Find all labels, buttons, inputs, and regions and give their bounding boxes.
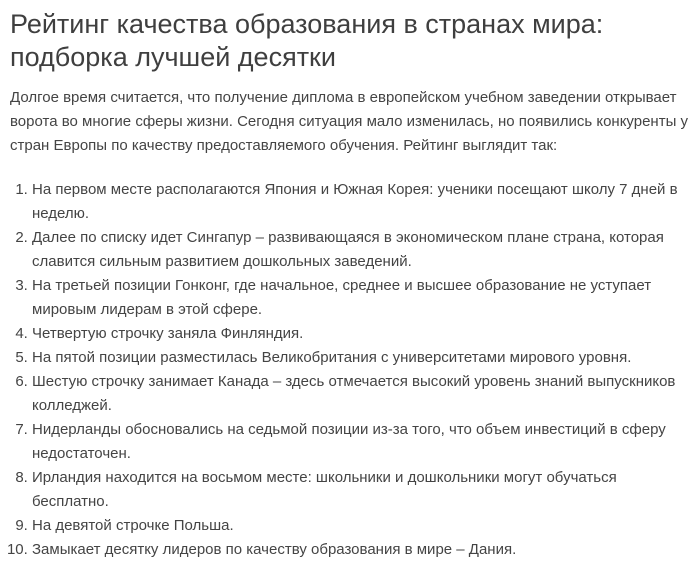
intro-paragraph: Долгое время считается, что получение диплома в европейском учебном заведении открывает ворота во многие сферы жизни. Сегодня ситуация мало изменилась, но появились конкуренты у стран Европы по качеству предоставляемого обучения. Рейтинг выглядит так:: [10, 89, 689, 154]
rating-item-7: 7. Нидерланды обосновались на седьмой позиции из-за того, что объем инвестиций в сферу недостаточен.: [32, 418, 690, 466]
rating-item-10: 10. Замыкает десятку лидеров по качеству образования в мире – Дания.: [32, 538, 690, 562]
rating-list: [10, 178, 690, 562]
rating-item-3: 3. На третьей позиции Гонконг, где начальное, среднее и высшее образование не уступает мировым лидерам в этой сфере.: [32, 274, 690, 322]
rating-item-8: 8. Ирландия находится на восьмом месте: школьники и дошкольники могут обучаться бесплатно.: [32, 466, 690, 514]
rating-item-2: 2. Далее по списку идет Сингапур – развивающаяся в экономическом плане страна, которая славится сильным развитием дошкольных заведений.: [32, 226, 690, 274]
rating-item-5: 5. На пятой позиции разместилась Великобритания с университетами мирового уровня.: [32, 346, 690, 370]
rating-item-1: 1. На первом месте располагаются Япония и Южная Корея: ученики посещают школу 7 дней в неделю.: [32, 178, 690, 226]
rating-item-9: 9. На девятой строчке Польша.: [32, 514, 690, 538]
rating-item-6: 6. Шестую строчку занимает Канада – здесь отмечается высокий уровень знаний выпускников колледжей.: [32, 370, 690, 418]
rating-item-4: 4. Четвертую строчку заняла Финляндия.: [32, 322, 690, 346]
article-title: Рейтинг качества образования в странах мира: подборка лучшей десятки: [10, 9, 604, 72]
